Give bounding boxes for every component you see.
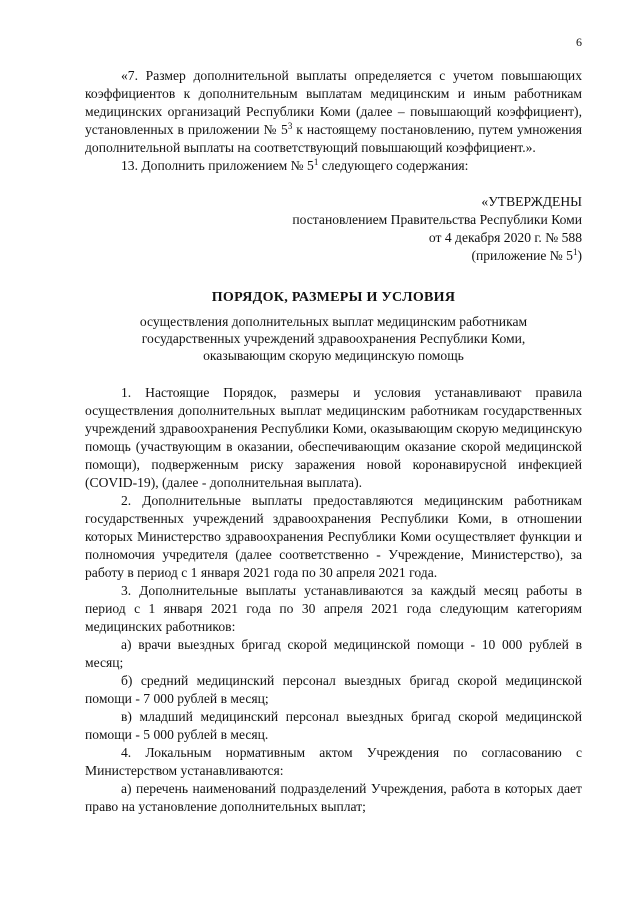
paragraph-3a: а) врачи выездных бригад скорой медицинской помощи - 10 000 рублей в месяц; <box>85 637 582 670</box>
item-13 <box>85 157 582 175</box>
document-body <box>85 67 582 816</box>
approval-line-3: от 4 декабря 2020 г. № 588 <box>428 230 582 245</box>
paragraph-1: 1. Настоящие Порядок, размеры и условия устанавливают правила осуществления дополнительных выплат медицинским работникам государственных учреждений здравоохранения Республики Коми, оказывающим скорую медицинскую помощь (участвующим в оказании, обеспечивающим оказание скорой медицинской помощи), подверженным риску заражения новой коронавирусной инфекцией (COVID-19), (далее - дополнительная выплата). <box>85 385 582 490</box>
paragraph-3: 3. Дополнительные выплаты устанавливаются за каждый месяц работы в период с 1 января 2021 года по 30 апреля 2021 года следующим категориям медицинских работников: <box>85 583 582 634</box>
intro-superscript: 3 <box>287 121 293 131</box>
item-13-text: 13. Дополнить приложением № 5 <box>121 158 314 173</box>
subtitle-line-2: государственных учреждений здравоохранения Республики Коми, <box>141 331 526 346</box>
paragraph-3c: в) младший медицинский персонал выездных бригад скорой медицинской помощи - 5 000 рублей в месяц. <box>85 709 582 742</box>
paragraph-4: 4. Локальным нормативным актом Учреждения по согласованию с Министерством устанавливаются: <box>85 745 582 778</box>
approval-superscript: 1 <box>572 247 578 257</box>
subtitle-line-1: осуществления дополнительных выплат медицинским работникам <box>139 314 528 329</box>
approval-block <box>85 193 582 265</box>
paragraph-2: 2. Дополнительные выплаты предоставляются медицинским работникам государственных учреждений здравоохранения Республики Коми, в отношении которых Министерство здравоохранения Республики Коми осуществляет функции и полномочия учредителя (далее соответственно - Учреждение, Министерство), за работу в период с 1 января 2021 года по 30 апреля 2021 года. <box>85 493 582 580</box>
intro-text-end: к настоящему постановлению, путем умножения дополнительной выплаты на соответствующий повышающий коэффициент.». <box>85 122 582 155</box>
page-number: 6 <box>576 35 582 49</box>
item-13-text-end: следующего содержания: <box>318 158 469 173</box>
approval-line-4-text: (приложение № 5 <box>471 248 573 263</box>
paragraph-4a: а) перечень наименований подразделений Учреждения, работа в которых дает право на установление дополнительных выплат; <box>85 781 582 814</box>
paragraph-3b: б) средний медицинский персонал выездных бригад скорой медицинской помощи - 7 000 рублей в месяц; <box>85 673 582 706</box>
approval-line-2: постановлением Правительства Республики Коми <box>292 212 582 227</box>
subtitle-line-3: оказывающим скорую медицинскую помощь <box>203 348 464 363</box>
intro-paragraph <box>85 67 582 157</box>
approval-line-4-end: ) <box>577 248 582 263</box>
document-title: ПОРЯДОК, РАЗМЕРЫ И УСЛОВИЯ <box>211 290 456 305</box>
intro-text: «7. Размер дополнительной выплаты определяется с учетом повышающих коэффициентов к дополнительным выплатам медицинским и иным работникам медицинских организаций Республики Коми (далее – повышающий коэффициент), установленных в приложении № 5 <box>85 68 582 137</box>
document-subtitle <box>85 313 582 364</box>
item-13-superscript: 1 <box>313 157 319 167</box>
approval-line-1: «УТВЕРЖДЕНЫ <box>481 194 582 209</box>
approval-line-4 <box>85 247 582 265</box>
